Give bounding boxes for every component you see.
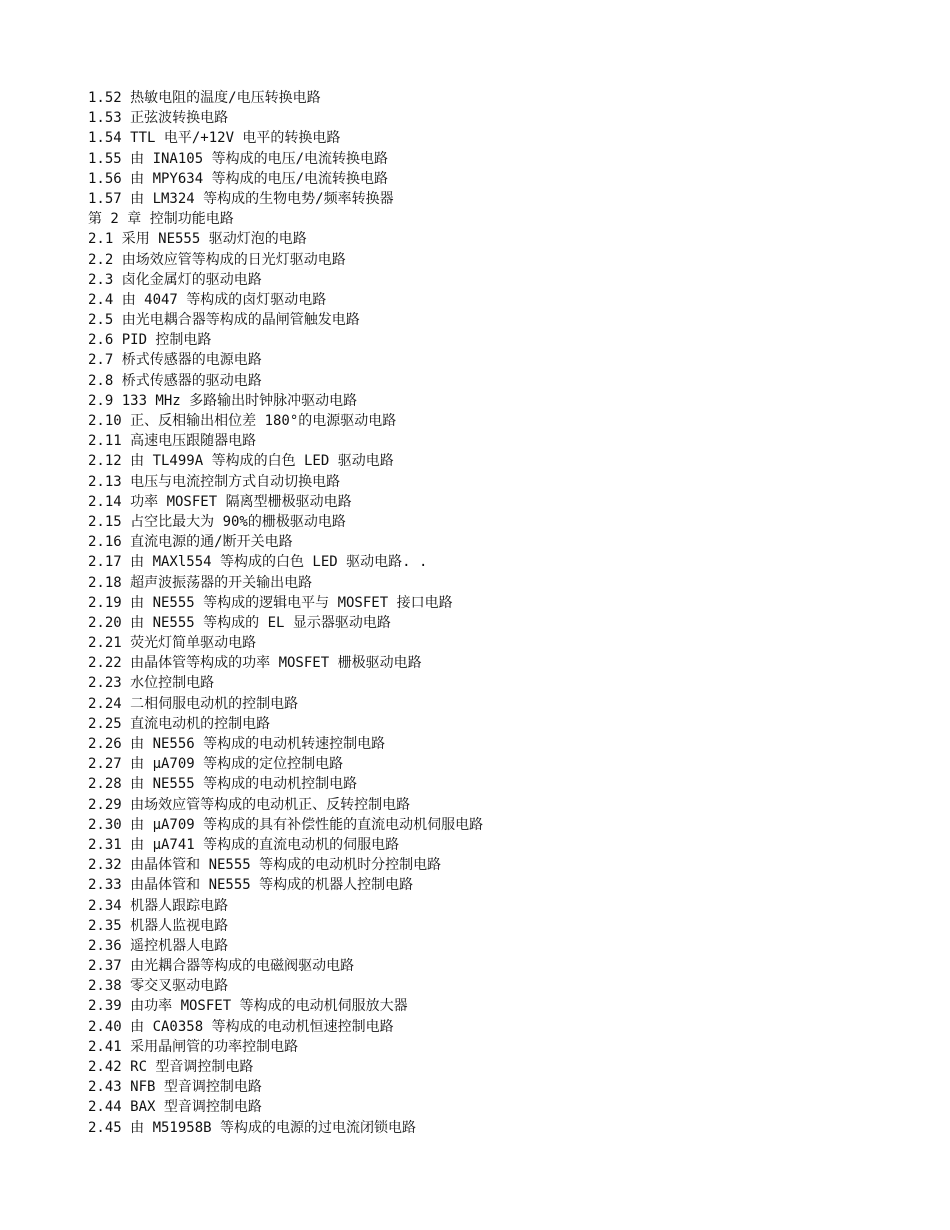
- toc-line: 2.32 由晶体管和 NE555 等构成的电动机时分控制电路: [88, 857, 442, 874]
- toc-line: 1.53 正弦波转换电路: [88, 110, 229, 127]
- toc-line: 2.13 电压与电流控制方式自动切换电路: [88, 473, 341, 490]
- toc-line: 2.10 正、反相输出相位差 180°的电源驱动电路: [88, 413, 397, 429]
- toc-line: 2.43 NFB 型音调控制电路: [88, 1079, 262, 1096]
- toc-line: 2.4 由 4047 等构成的卤灯驱动电路: [88, 291, 327, 308]
- toc-line: 2.30 由 μA709 等构成的具有补偿性能的直流电动机伺服电路: [88, 816, 484, 833]
- toc-line: 2.8 桥式传感器的驱动电路: [88, 372, 262, 389]
- toc-line: 2.26 由 NE556 等构成的电动机转速控制电路: [88, 736, 386, 752]
- toc-line: 2.23 水位控制电路: [88, 675, 215, 692]
- toc-line: 2.22 由晶体管等构成的功率 MOSFET 栅极驱动电路: [88, 655, 422, 672]
- toc-line: 2.15 占空比最大为 90%的栅极驱动电路: [88, 513, 346, 530]
- toc-line: 2.25 直流电动机的控制电路: [88, 715, 271, 732]
- toc-line: 2.34 机器人跟踪电路: [88, 897, 229, 914]
- toc-line: 2.29 由场效应管等构成的电动机正、反转控制电路: [88, 796, 411, 813]
- toc-line: 2.12 由 TL499A 等构成的白色 LED 驱动电路: [88, 453, 394, 470]
- toc-line: 1.57 由 LM324 等构成的生物电势/频率转换器: [88, 190, 394, 207]
- toc-line: 2.44 BAX 型音调控制电路: [88, 1099, 262, 1116]
- toc-line: 2.9 133 MHz 多路输出时钟脉冲驱动电路: [88, 392, 358, 409]
- toc-line: 2.27 由 μA709 等构成的定位控制电路: [88, 756, 344, 773]
- toc-line: 2.17 由 MAXl554 等构成的白色 LED 驱动电路. .: [88, 554, 428, 571]
- toc-line: 2.24 二相伺服电动机的控制电路: [88, 695, 299, 712]
- toc-line: 2.7 桥式传感器的电源电路: [88, 352, 262, 369]
- toc-line: 2.36 遥控机器人电路: [88, 937, 229, 954]
- toc-line: 1.54 TTL 电平/+12V 电平的转换电路: [88, 130, 341, 147]
- toc-line: 2.3 卤化金属灯的驱动电路: [88, 271, 262, 288]
- toc-line: 2.35 机器人监视电路: [88, 917, 229, 934]
- toc-line: 2.31 由 μA741 等构成的直流电动机的伺服电路: [88, 836, 400, 853]
- toc-line: 2.19 由 NE555 等构成的逻辑电平与 MOSFET 接口电路: [88, 594, 453, 611]
- toc-line: 2.39 由功率 MOSFET 等构成的电动机伺服放大器: [88, 998, 408, 1015]
- toc-line: 2.11 高速电压跟随器电路: [88, 433, 257, 450]
- toc-line: 2.6 PID 控制电路: [88, 332, 212, 349]
- toc-line: 第 2 章 控制功能电路: [88, 211, 234, 228]
- toc-line: 2.16 直流电源的通/断开关电路: [88, 534, 293, 551]
- toc-line: 2.21 荧光灯简单驱动电路: [88, 635, 257, 652]
- toc-line: 2.37 由光耦合器等构成的电磁阀驱动电路: [88, 958, 355, 975]
- toc-line: 2.45 由 M51958B 等构成的电源的过电流闭锁电路: [88, 1119, 417, 1136]
- toc-line: 2.1 采用 NE555 驱动灯泡的电路: [88, 231, 307, 248]
- toc-line: 2.40 由 CA0358 等构成的电动机恒速控制电路: [88, 1018, 394, 1035]
- toc-line: 2.18 超声波振荡器的开关输出电路: [88, 574, 313, 591]
- toc-line: 1.55 由 INA105 等构成的电压/电流转换电路: [88, 150, 389, 167]
- toc-line: 1.56 由 MPY634 等构成的电压/电流转换电路: [88, 170, 389, 187]
- table-of-contents: [88, 88, 908, 1138]
- toc-line: 2.28 由 NE555 等构成的电动机控制电路: [88, 776, 358, 793]
- toc-line: 2.14 功率 MOSFET 隔离型栅极驱动电路: [88, 493, 352, 510]
- toc-line: 2.2 由场效应管等构成的日光灯驱动电路: [88, 251, 346, 268]
- toc-line: 2.20 由 NE555 等构成的 EL 显示器驱动电路: [88, 614, 391, 631]
- toc-line: 2.38 零交叉驱动电路: [88, 978, 229, 995]
- toc-line: 2.33 由晶体管和 NE555 等构成的机器人控制电路: [88, 877, 414, 894]
- toc-line: 1.52 热敏电阻的温度/电压转换电路: [88, 90, 321, 106]
- toc-line: 2.42 RC 型音调控制电路: [88, 1059, 254, 1075]
- toc-line: 2.5 由光电耦合器等构成的晶闸管触发电路: [88, 312, 360, 329]
- toc-line: 2.41 采用晶闸管的功率控制电路: [88, 1038, 299, 1055]
